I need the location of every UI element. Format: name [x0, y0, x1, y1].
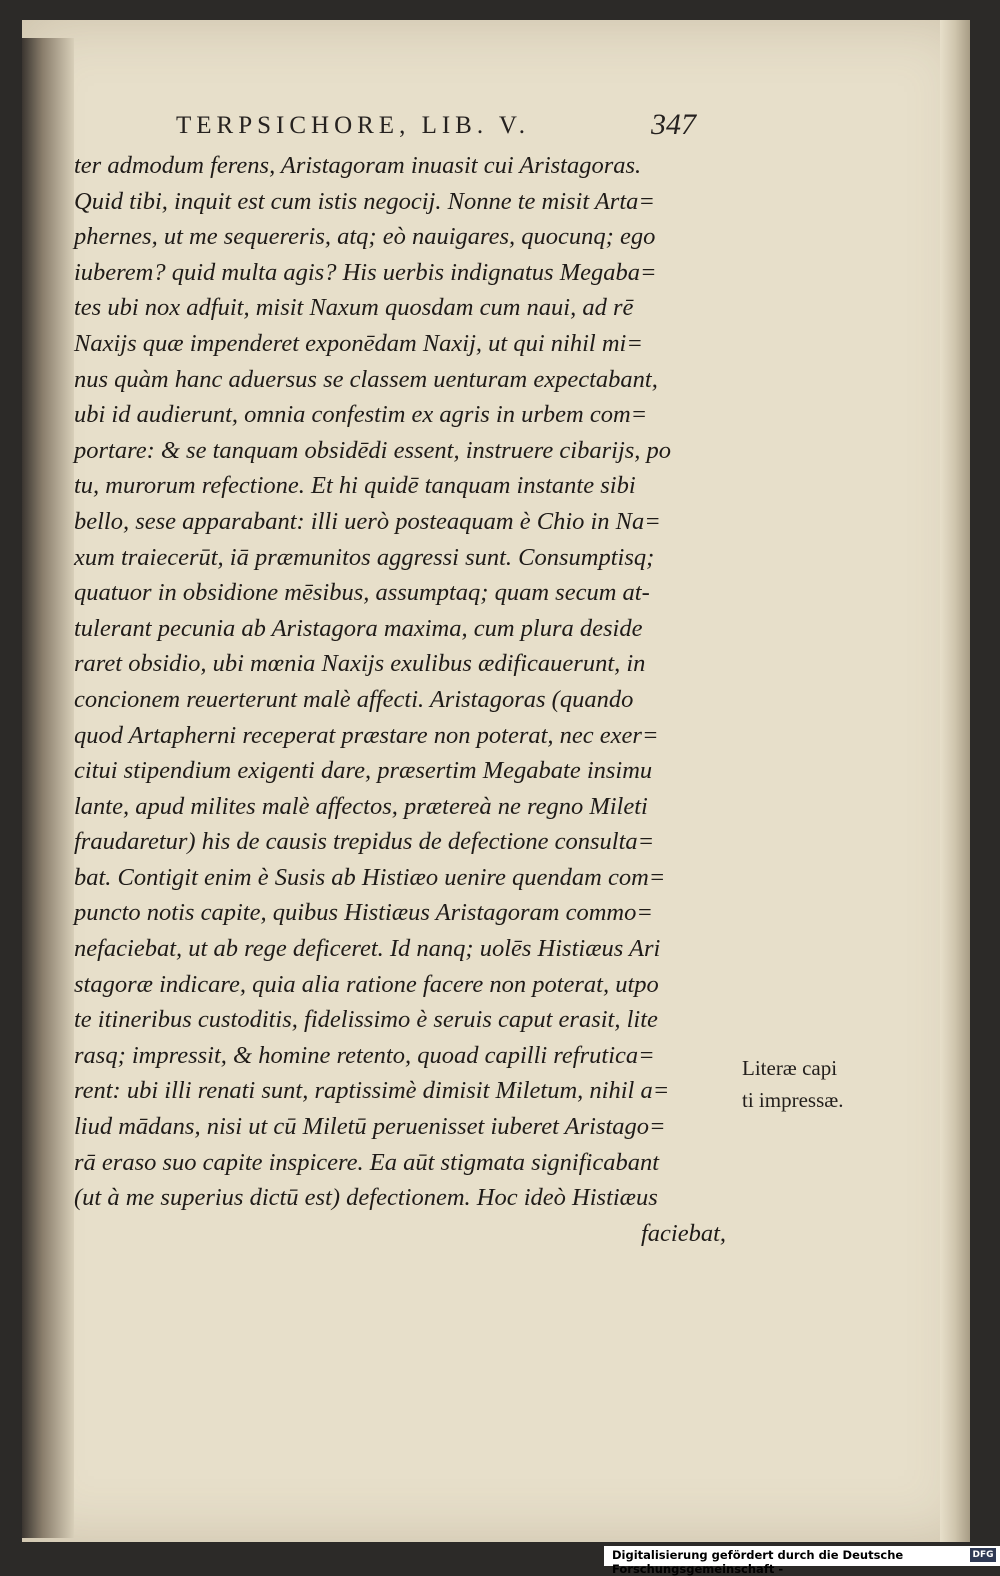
text-line: Quid tibi, inquit est cum istis negocij. Nonne te misit Arta=: [74, 187, 655, 215]
marginal-note: [742, 1052, 882, 1116]
text-line: nus quàm hanc aduersus se classem uenturam expectabant,: [74, 365, 658, 393]
text-line: concionem reuerterunt malè affecti. Aristagoras (quando: [74, 685, 634, 713]
text-line: te itineribus custoditis, fidelissimo è seruis caput erasit, lite: [74, 1006, 658, 1034]
text-line: ubi id audierunt, omnia confestim ex agris in urbem com=: [74, 401, 648, 429]
text-line: phernes, ut me sequereris, atq; eò nauigares, quocunq; ego: [74, 223, 656, 251]
text-line: nefaciebat, ut ab rege deficeret. Id nanq; uolēs Histiæus Ari: [74, 935, 661, 963]
text-line: lante, apud milites malè affectos, prætereà ne regno Mileti: [74, 792, 648, 820]
text-line: faciebat,: [640, 1219, 726, 1247]
page-gutter-shadow: [22, 38, 74, 1538]
page-edge: [940, 20, 970, 1542]
text-line: bat. Contigit enim è Susis ab Histiæo uenire quendam com=: [74, 863, 666, 891]
book-page: [22, 20, 970, 1542]
text-line: tes ubi nox adfuit, misit Naxum quosdam cum naui, ad rē: [74, 294, 634, 322]
text-line: tu, murorum refectione. Et hi quidē tanquam instante sibi: [74, 472, 636, 500]
text-line: (ut à me superius dictū est) defectionem. Hoc ideò Histiæus: [74, 1184, 658, 1212]
text-line: fraudaretur) his de causis trepidus de defectione consulta=: [74, 828, 655, 856]
text-line: iuberem? quid multa agis? His uerbis indignatus Megaba=: [74, 258, 657, 286]
page-header: [176, 108, 736, 148]
text-line: liud mādans, nisi ut cū Miletū peruenisset iuberet Aristago=: [74, 1113, 666, 1141]
text-line: bello, sese apparabant: illi uerò posteaquam è Chio in Na=: [74, 507, 661, 535]
text-line: puncto notis capite, quibus Histiæus Aristagoram commo=: [74, 899, 653, 927]
marginal-note-line: Literæ capi: [742, 1056, 838, 1080]
text-line: tulerant pecunia ab Aristagora maxima, cum plura deside: [74, 614, 643, 642]
page-number: 347: [651, 108, 696, 141]
digitization-credit-bar: [604, 1546, 1000, 1576]
dfg-logo: DFG: [970, 1548, 996, 1562]
text-line: portare: & se tanquam obsidēdi essent, instruere cibarijs, po: [74, 436, 672, 464]
text-line: rasq; impressit, & homine retento, quoad capilli refrutica=: [74, 1041, 655, 1069]
text-line: citui stipendium exigenti dare, præsertim Megabate insimu: [74, 757, 653, 785]
text-line: rā eraso suo capite inspicere. Ea aūt stigmata significabant: [74, 1148, 660, 1176]
text-line: quod Artapherni receperat præstare non poterat, nec exer=: [74, 721, 659, 749]
text-line: rent: ubi illi renati sunt, raptissimè dimisit Miletum, nihil a=: [74, 1077, 670, 1105]
text-line: stagoræ indicare, quia alia ratione facere non poterat, utpo: [74, 970, 659, 998]
text-line: xum traiecerūt, iā præmunitos aggressi sunt. Consumptisq;: [74, 543, 655, 571]
main-text-block: [74, 148, 754, 1251]
text-line: ter admodum ferens, Aristagoram inuasit cui Aristagoras.: [74, 152, 642, 179]
marginal-note-line: ti impressæ.: [742, 1088, 844, 1112]
text-line: raret obsidio, ubi mœnia Naxijs exulibus ædificauerunt, in: [74, 650, 646, 678]
digitization-credit: Digitalisierung gefördert durch die Deutsche Forschungsgemeinschaft -: [612, 1548, 904, 1576]
running-title: TERPSICHORE, LIB. V.: [176, 112, 530, 139]
text-line: Naxijs quæ impenderet exponēdam Naxij, ut qui nihil mi=: [74, 329, 643, 357]
text-line: quatuor in obsidione mēsibus, assumptaq; quam secum at-: [74, 579, 650, 607]
